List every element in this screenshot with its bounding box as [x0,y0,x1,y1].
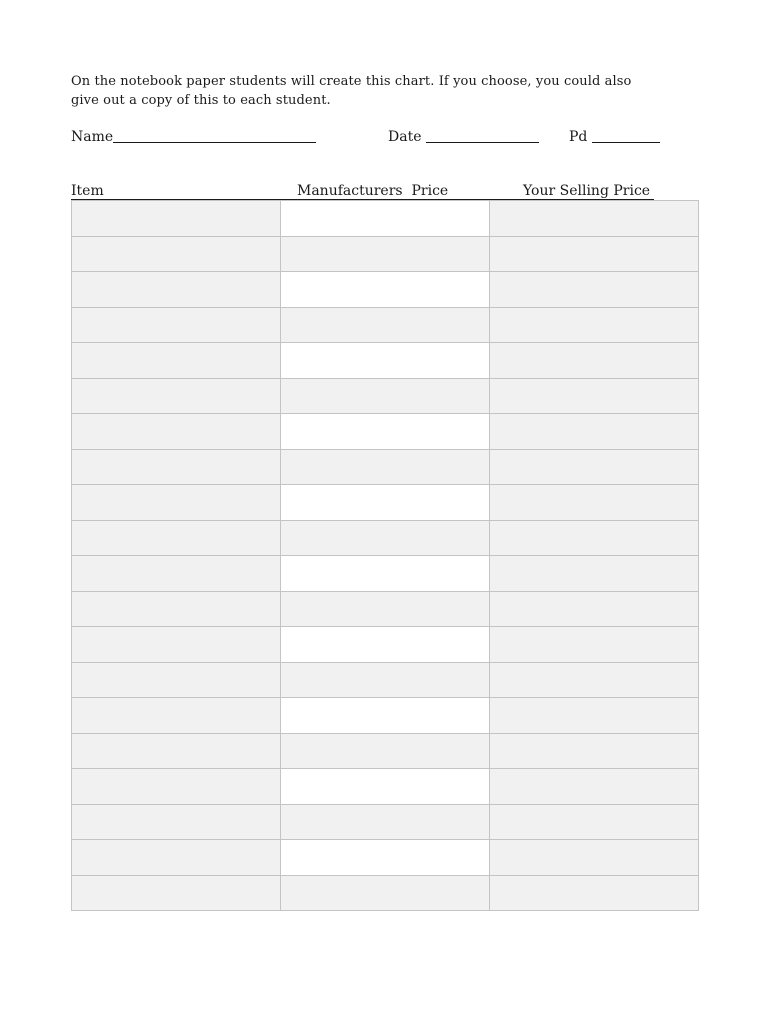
item-cell[interactable] [72,307,281,343]
selling-price-cell[interactable] [490,591,699,627]
manufacturers-price-cell[interactable] [281,201,490,237]
table-row [72,733,699,769]
instructions-line-2: give out a copy of this to each student. [71,93,331,108]
selling-price-cell[interactable] [490,662,699,698]
selling-price-cell[interactable] [490,556,699,592]
table-row [72,343,699,379]
date-label: Date [388,129,422,145]
selling-price-cell[interactable] [490,343,699,379]
instructions-line-1: On the notebook paper students will create this chart. If you choose, you could also [71,74,632,89]
item-cell[interactable] [72,556,281,592]
item-cell[interactable] [72,591,281,627]
table-row [72,591,699,627]
table-row [72,556,699,592]
table-row [72,840,699,876]
selling-price-cell[interactable] [490,840,699,876]
selling-price-cell[interactable] [490,698,699,734]
manufacturers-price-cell[interactable] [281,840,490,876]
name-field [71,127,316,147]
manufacturers-price-cell[interactable] [281,769,490,805]
table-row [72,307,699,343]
manufacturers-price-cell[interactable] [281,520,490,556]
table-row [72,627,699,663]
item-cell[interactable] [72,769,281,805]
item-cell[interactable] [72,485,281,521]
table-row [72,201,699,237]
item-cell[interactable] [72,343,281,379]
manufacturers-price-cell[interactable] [281,627,490,663]
pd-field [569,127,660,147]
item-cell[interactable] [72,627,281,663]
item-cell[interactable] [72,662,281,698]
table-row [72,520,699,556]
name-label: Name [71,129,114,145]
selling-price-cell[interactable] [490,769,699,805]
table-row [72,485,699,521]
manufacturers-price-cell[interactable] [281,378,490,414]
date-field [388,127,539,147]
item-cell[interactable] [72,236,281,272]
selling-price-cell[interactable] [490,236,699,272]
column-header-manufacturers-price: Manufacturers Price [297,183,449,199]
selling-price-cell[interactable] [490,201,699,237]
manufacturers-price-cell[interactable] [281,591,490,627]
manufacturers-price-cell[interactable] [281,236,490,272]
table-row [72,449,699,485]
manufacturers-price-cell[interactable] [281,556,490,592]
selling-price-cell[interactable] [490,627,699,663]
table-row [72,414,699,450]
manufacturers-price-cell[interactable] [281,449,490,485]
table-row [72,662,699,698]
selling-price-cell[interactable] [490,520,699,556]
manufacturers-price-cell[interactable] [281,698,490,734]
manufacturers-price-cell[interactable] [281,804,490,840]
manufacturers-price-cell[interactable] [281,662,490,698]
item-cell[interactable] [72,875,281,911]
name-blank-line[interactable] [113,127,316,143]
item-cell[interactable] [72,698,281,734]
manufacturers-price-cell[interactable] [281,307,490,343]
table-row [72,769,699,805]
table-row [72,698,699,734]
selling-price-cell[interactable] [490,414,699,450]
selling-price-cell[interactable] [490,875,699,911]
selling-price-cell[interactable] [490,378,699,414]
item-cell[interactable] [72,414,281,450]
item-cell[interactable] [72,201,281,237]
item-cell[interactable] [72,804,281,840]
manufacturers-price-cell[interactable] [281,875,490,911]
manufacturers-price-cell[interactable] [281,733,490,769]
item-cell[interactable] [72,272,281,308]
table-row [72,236,699,272]
item-cell[interactable] [72,840,281,876]
item-cell[interactable] [72,733,281,769]
selling-price-cell[interactable] [490,485,699,521]
table-row [72,875,699,911]
price-chart-body [72,201,699,911]
manufacturers-price-cell[interactable] [281,272,490,308]
selling-price-cell[interactable] [490,449,699,485]
date-blank-line[interactable] [426,127,539,143]
manufacturers-price-cell[interactable] [281,414,490,450]
table-row [72,804,699,840]
item-cell[interactable] [72,378,281,414]
selling-price-cell[interactable] [490,307,699,343]
price-chart-table [71,200,699,911]
pd-label: Pd [569,129,588,145]
selling-price-cell[interactable] [490,733,699,769]
selling-price-cell[interactable] [490,804,699,840]
instructions-paragraph [71,72,711,110]
manufacturers-price-cell[interactable] [281,343,490,379]
manufacturers-price-cell[interactable] [281,485,490,521]
pd-blank-line[interactable] [592,127,660,143]
column-header-item: Item [71,183,104,199]
column-header-selling-price: Your Selling Price [523,183,651,199]
item-cell[interactable] [72,520,281,556]
table-row [72,378,699,414]
selling-price-cell[interactable] [490,272,699,308]
item-cell[interactable] [72,449,281,485]
table-row [72,272,699,308]
